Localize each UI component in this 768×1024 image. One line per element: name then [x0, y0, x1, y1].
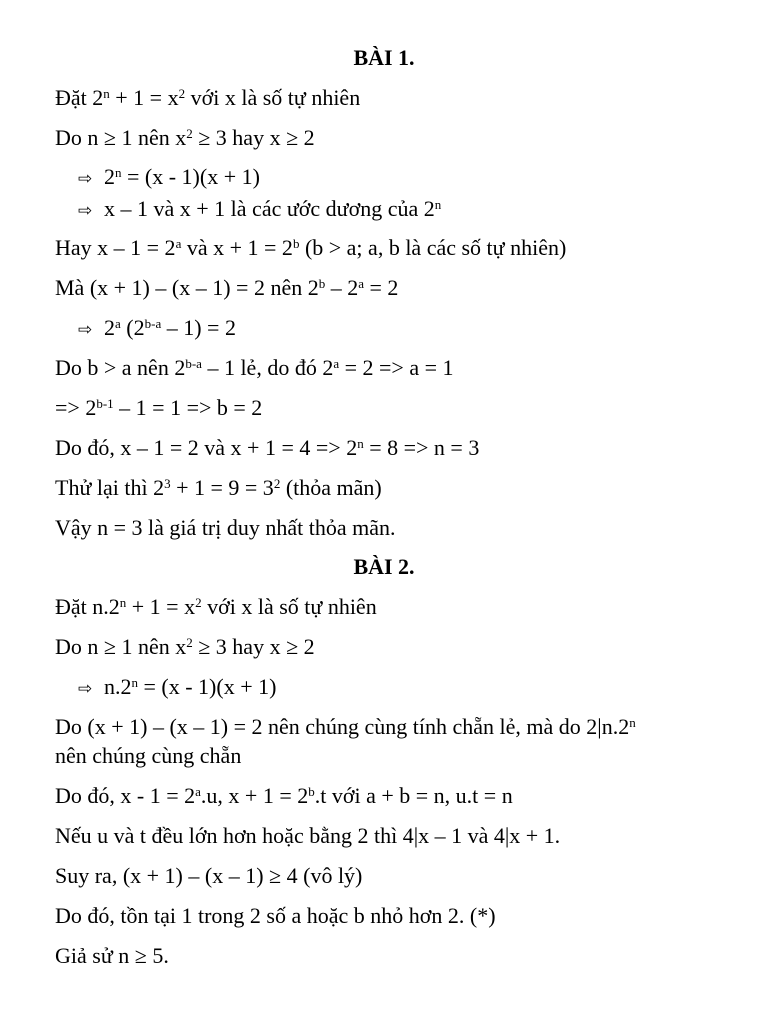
- superscript: 2: [178, 85, 186, 101]
- text: Do (x + 1) – (x – 1) = 2 nên chúng cùng tính chẵn lẻ, mà do 2|n.2: [55, 714, 630, 739]
- superscript: a: [358, 275, 364, 291]
- superscript: n: [629, 714, 636, 730]
- superscript: 2: [186, 125, 193, 141]
- bai2-line-1: [55, 594, 377, 620]
- text: Do đó, x - 1 = 2: [55, 783, 196, 808]
- bai1-line-5: [55, 235, 566, 261]
- text: – 1) = 2: [161, 315, 236, 340]
- superscript: a: [115, 315, 121, 331]
- bai1-line-8: [55, 355, 454, 381]
- bai1-line-2: [55, 125, 315, 151]
- text: Do n ≥ 1 nên x: [55, 634, 187, 659]
- text: = 2: [364, 275, 399, 300]
- text: Nếu u và t đều lớn hơn hoặc bằng 2 thì 4|x – 1 và 4|x + 1.: [55, 823, 561, 848]
- text: Do đó, tồn tại 1 trong 2 số a hoặc b nhỏ hơn 2. (*): [55, 903, 496, 928]
- section-heading-bai-2: BÀI 2.: [353, 554, 415, 579]
- bai2-line-7: [55, 823, 560, 849]
- bai1-line-10: [55, 435, 479, 461]
- bai1-line-12: [55, 515, 396, 541]
- text: = 8 => n = 3: [363, 435, 480, 460]
- text: Thử lại thì 2: [55, 475, 165, 500]
- superscript: 2: [273, 475, 281, 491]
- superscript: b-a: [144, 315, 162, 331]
- superscript: b-1: [96, 395, 114, 411]
- superscript: 2: [186, 634, 193, 650]
- text: => 2: [55, 395, 97, 420]
- text: Hay x – 1 = 2: [55, 235, 176, 260]
- text: Mà (x + 1) – (x – 1) = 2 nên 2: [55, 275, 319, 300]
- text: + 1 = x: [109, 85, 179, 110]
- bai2-line-4: [55, 714, 636, 740]
- superscript: 2: [195, 594, 202, 610]
- text: Do n ≥ 1 nên x: [55, 125, 187, 150]
- text: ≥ 3 hay x ≥ 2: [192, 125, 315, 150]
- text: (thỏa mãn): [280, 475, 382, 500]
- text: – 2: [325, 275, 359, 300]
- superscript: n: [131, 674, 138, 690]
- bai2-line-6: [55, 783, 513, 809]
- text: Do đó, x – 1 = 2 và x + 1 = 4 => 2: [55, 435, 358, 460]
- superscript: b-a: [185, 355, 202, 371]
- text: .t với a + b = n, u.t = n: [314, 783, 513, 808]
- bai1-line-6: [55, 275, 398, 301]
- superscript: n: [357, 435, 364, 451]
- text: Giả sử n ≥ 5.: [55, 943, 169, 968]
- superscript: b: [318, 275, 326, 291]
- text: = (x - 1)(x + 1): [138, 674, 277, 699]
- text: 2: [104, 164, 115, 189]
- superscript: n: [115, 164, 122, 180]
- right-arrow-icon: ⇨: [78, 201, 93, 221]
- right-arrow-icon: ⇨: [78, 320, 93, 340]
- section-heading-bai-1: BÀI 1.: [353, 45, 415, 70]
- text: (b > a; a, b là các số tự nhiên): [299, 235, 567, 260]
- right-arrow-icon: ⇨: [78, 679, 93, 699]
- text: (2: [120, 315, 145, 340]
- superscript: a: [333, 355, 340, 371]
- bai2-line-2: [55, 634, 315, 660]
- text: .u, x + 1 = 2: [200, 783, 309, 808]
- text: 2: [104, 315, 115, 340]
- text: – 1 lẻ, do đó 2: [201, 355, 334, 380]
- text: – 1 = 1 => b = 2: [113, 395, 263, 420]
- text: với x là số tự nhiên: [201, 594, 377, 619]
- bai2-line-9: [55, 903, 496, 929]
- right-arrow-icon: ⇨: [78, 169, 93, 189]
- superscript: a: [175, 235, 182, 251]
- bai2-line-8: [55, 863, 362, 889]
- text: Vậy n = 3 là giá trị duy nhất thỏa mãn.: [55, 515, 396, 540]
- text: = 2 => a = 1: [339, 355, 454, 380]
- superscript: n: [434, 196, 442, 212]
- text: Suy ra, (x + 1) – (x – 1) ≥ 4 (vô lý): [55, 863, 363, 888]
- text: x – 1 và x + 1 là các ước dương của 2: [104, 196, 435, 221]
- superscript: n: [119, 594, 127, 610]
- text: với x là số tự nhiên: [185, 85, 361, 110]
- superscript: n: [103, 85, 110, 101]
- text: nên chúng cùng chẵn: [55, 743, 242, 768]
- superscript: a: [195, 783, 201, 799]
- text: + 1 = x: [126, 594, 196, 619]
- text: = (x - 1)(x + 1): [121, 164, 260, 189]
- bai2-line-10: [55, 943, 169, 969]
- bai1-line-11: [55, 475, 382, 501]
- superscript: b: [308, 783, 315, 799]
- bai1-line-1: [55, 85, 360, 111]
- superscript: b: [292, 235, 300, 251]
- text: và x + 1 = 2: [181, 235, 293, 260]
- bai2-line-5: [55, 743, 241, 769]
- text: Đặt 2: [55, 85, 104, 110]
- bai1-line-7: [78, 315, 236, 343]
- bai1-line-4: [78, 196, 441, 224]
- bai2-line-3: [78, 674, 276, 702]
- text: Do b > a nên 2: [55, 355, 186, 380]
- text: Đặt n.2: [55, 594, 120, 619]
- bai1-line-3: [78, 164, 260, 192]
- text: ≥ 3 hay x ≥ 2: [192, 634, 315, 659]
- superscript: 3: [164, 475, 171, 491]
- text: n.2: [104, 674, 132, 699]
- bai1-line-9: [55, 395, 262, 421]
- text: + 1 = 9 = 3: [170, 475, 274, 500]
